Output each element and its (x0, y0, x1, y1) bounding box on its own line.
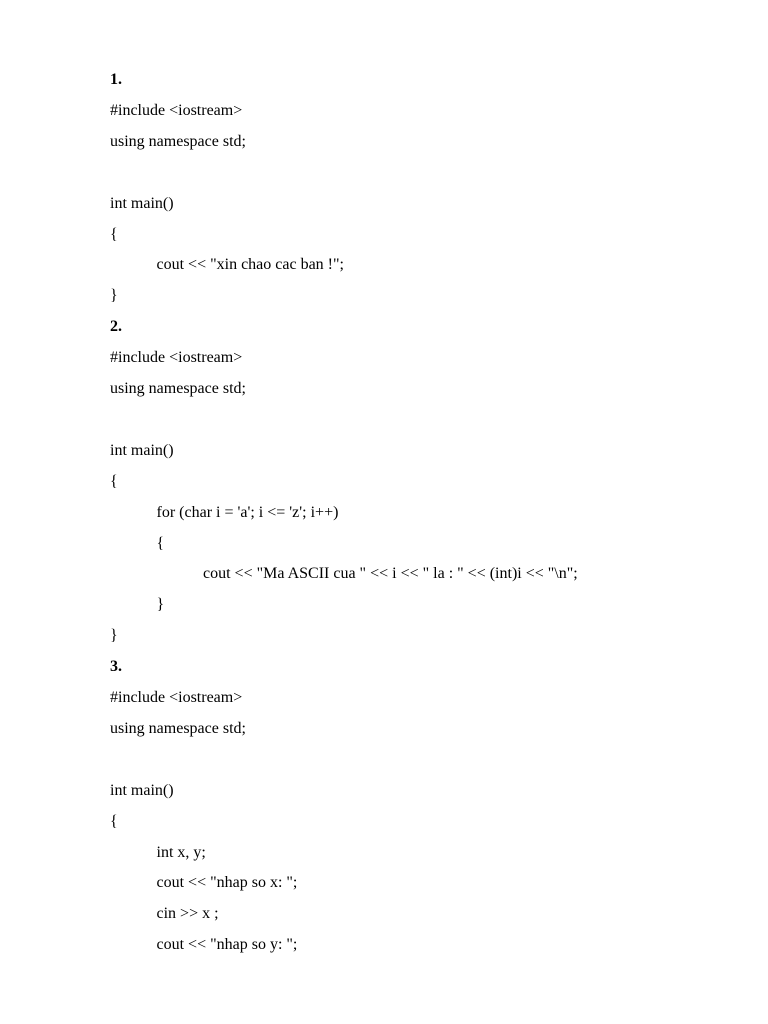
code-line: int main() (110, 441, 174, 459)
code-line: int main() (110, 781, 174, 799)
code-line: int main() (110, 194, 174, 212)
section-heading: 2. (110, 318, 122, 336)
code-line: cout << "nhap so x: "; (156, 874, 298, 892)
code-line: } (110, 627, 118, 645)
code-line: using namespace std; (110, 719, 246, 737)
code-line: cout << "nhap so y: "; (156, 936, 298, 954)
code-line: int x, y; (156, 843, 206, 861)
code-line: #include <iostream> (110, 101, 243, 119)
section-heading: 3. (110, 658, 122, 676)
code-line: #include <iostream> (110, 689, 243, 706)
code-line: cin >> x ; (156, 905, 219, 923)
code-line: { (110, 225, 118, 243)
code-line: { (110, 812, 118, 830)
code-line: using namespace std; (110, 380, 246, 397)
code-line: } (156, 596, 165, 614)
code-line: { (156, 534, 165, 552)
section-heading: 1. (110, 71, 122, 88)
code-line: #include <iostream> (110, 349, 243, 367)
code-line: cout << "Ma ASCII cua " << i << " la : " << (int)i << "\n"; (203, 565, 578, 583)
code-line: using namespace std; (110, 132, 246, 150)
code-line: cout << "xin chao cac ban !"; (156, 256, 344, 274)
code-line: { (110, 472, 118, 490)
code-line: } (110, 287, 118, 305)
code-line: for (char i = 'a'; i <= 'z'; i++) (156, 503, 339, 521)
